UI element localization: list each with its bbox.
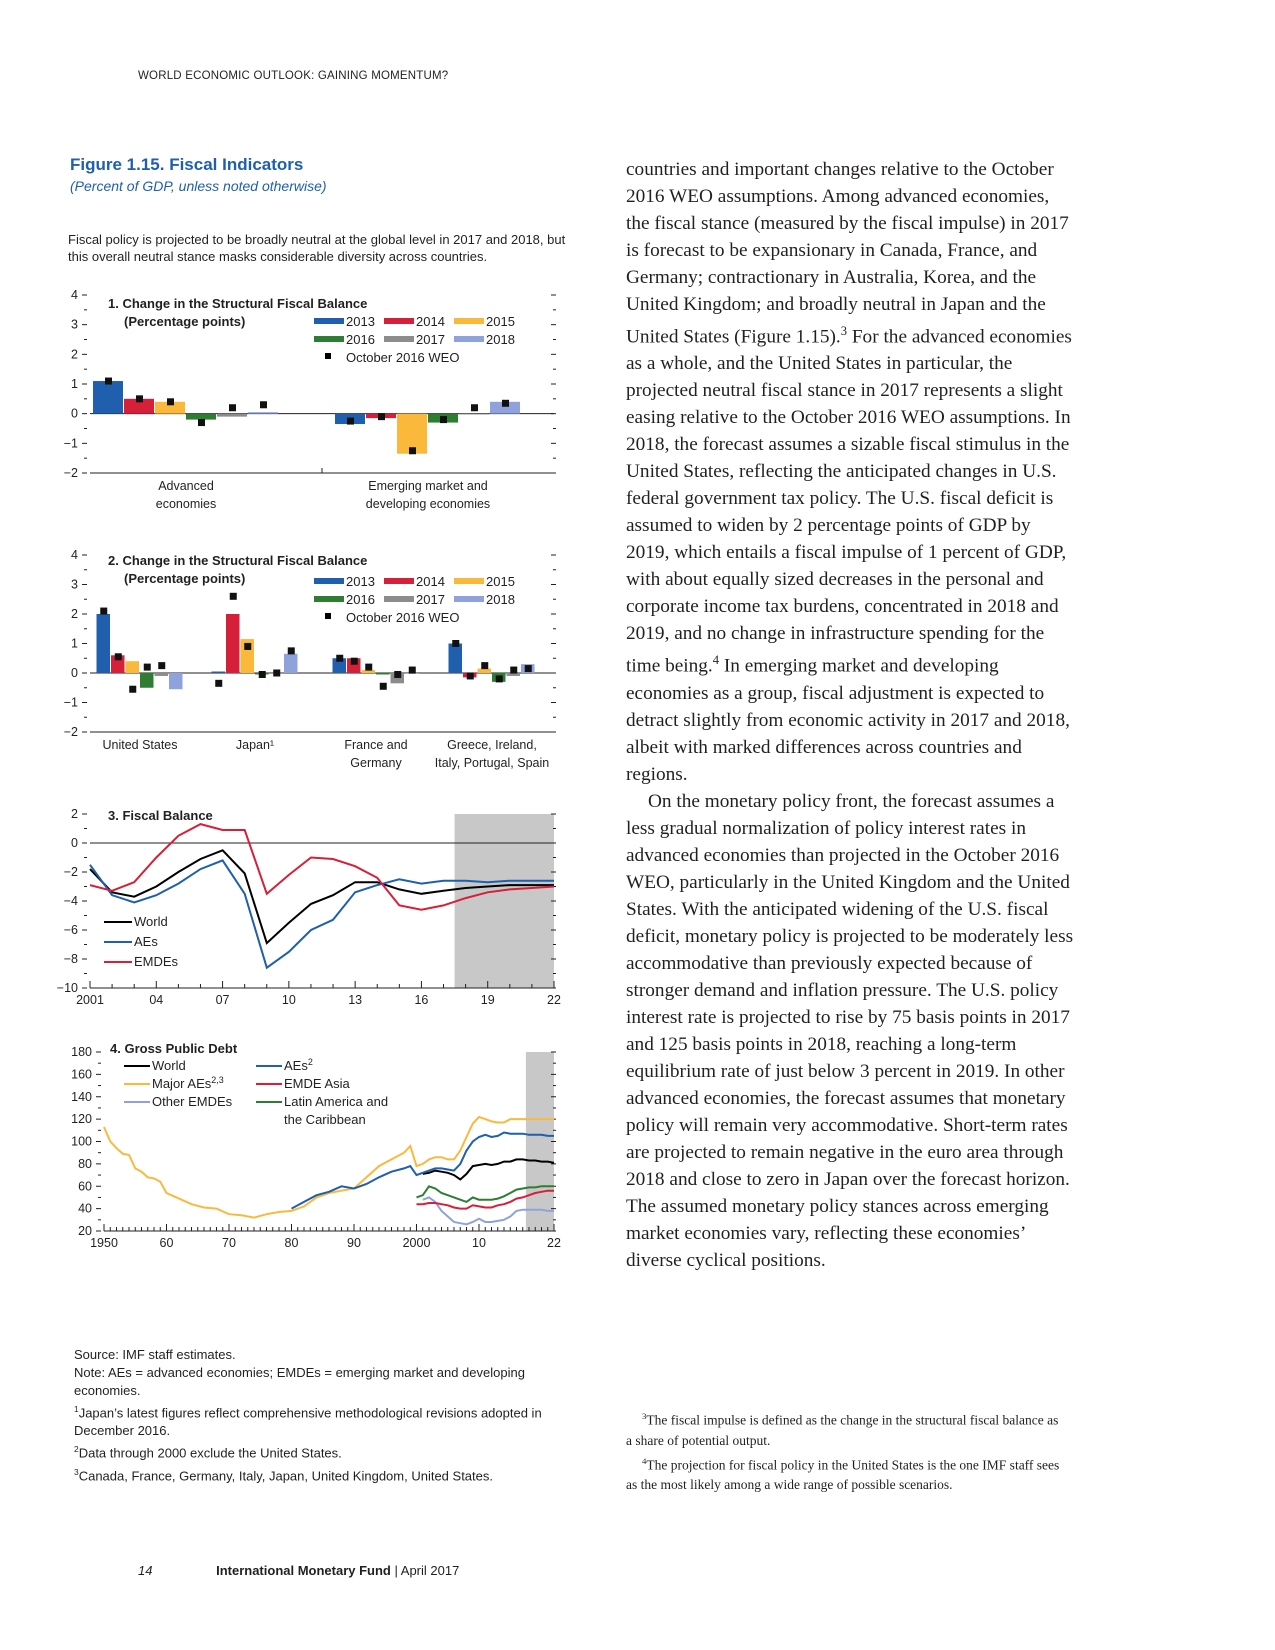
p1-category-label: Emerging market and (368, 479, 488, 493)
p2-legend-swatch-2017 (384, 596, 414, 602)
p1-category-label: economies (155, 497, 217, 511)
p4-xtick: 80 (284, 1236, 299, 1250)
panel-4-chart (60, 1040, 600, 1300)
p2-bar-2016 (140, 673, 154, 688)
p2-bar-2015 (126, 661, 140, 673)
source-note: Source: IMF staff estimates. (74, 1347, 236, 1362)
p2-bar-2015 (478, 669, 492, 673)
p1-legend-weo-marker (325, 353, 331, 359)
p1-legend-swatch-2017 (384, 336, 414, 342)
p1-legend-swatch-2013 (314, 318, 344, 324)
p1-ytick: 1 (71, 377, 78, 391)
p1-ytick: −2 (63, 466, 78, 480)
p2-ytick: 2 (71, 607, 78, 621)
p2-weo-marker (510, 667, 517, 674)
p2-legend-label-2015: 2015 (486, 574, 515, 589)
p4-xtick: 10 (472, 1236, 486, 1250)
body-text (626, 156, 1076, 1274)
p2-weo-marker (496, 675, 503, 682)
p2-weo-marker (144, 664, 151, 671)
p4-legend-label-cont: the Caribbean (284, 1112, 366, 1127)
p4-legend-label: Major AEs$^{2,3}$ (152, 1075, 224, 1091)
p2-weo-marker (273, 670, 280, 677)
p1-weo-marker (347, 418, 354, 425)
p4-ytick: 120 (71, 1112, 92, 1127)
p2-weo-marker (230, 593, 237, 600)
p2-weo-marker (394, 671, 401, 678)
publisher: International Monetary Fund (216, 1563, 391, 1578)
p2-weo-marker (158, 662, 165, 669)
p3-xtick: 07 (215, 993, 230, 1007)
p1-weo-marker (229, 404, 236, 411)
p2-weo-marker (452, 640, 459, 647)
p2-weo-marker (336, 655, 343, 662)
p3-xtick: 2001 (76, 993, 104, 1007)
p1-legend-swatch-2018 (454, 336, 484, 342)
p4-legend-label: AEs$^2$ (284, 1057, 313, 1073)
p3-ytick: −10 (56, 981, 78, 995)
p2-legend-weo-marker (325, 613, 331, 619)
p2-legend-label-2017: 2017 (416, 592, 445, 607)
p1-legend-swatch-2016 (314, 336, 344, 342)
p2-legend-label-2013: 2013 (346, 574, 375, 589)
p2-weo-marker (259, 671, 266, 678)
p2-ytick: −2 (63, 725, 78, 739)
p1-category-label: Advanced (158, 479, 214, 493)
p2-legend-weo-label: October 2016 WEO (346, 610, 460, 625)
p2-legend-label-2014: 2014 (416, 574, 445, 589)
p3-xtick: 22 (547, 993, 561, 1007)
p3-projection-shade (455, 814, 554, 988)
p4-ytick: 60 (78, 1179, 92, 1194)
p2-weo-marker (288, 647, 295, 654)
p2-bar-2018 (284, 654, 298, 673)
p2-legend-swatch-2015 (454, 578, 484, 584)
footnote-1: $^1$Japan’s latest figures reflect comprehensive methodological revisions adopted in December 2016. (74, 1404, 542, 1439)
p2-weo-marker (351, 658, 358, 665)
p2-category-label: Greece, Ireland, (447, 738, 537, 752)
p2-weo-marker (115, 653, 122, 660)
page-number: 14 (138, 1563, 153, 1578)
p1-legend-weo-label: October 2016 WEO (346, 350, 460, 365)
panel-2-chart (60, 545, 600, 785)
p4-ytick: 20 (78, 1224, 92, 1238)
p1-legend-label-2014: 2014 (416, 314, 445, 329)
p2-bar-2018 (169, 673, 183, 689)
page-footnote-3: $^3$The fiscal impulse is defined as the change in the structural fiscal balance as a share of potential output. (626, 1411, 1059, 1448)
p1-legend-label-2018: 2018 (486, 332, 515, 347)
p2-category-label: Germany (350, 756, 402, 770)
p1-legend-swatch-2015 (454, 318, 484, 324)
p2-ytick: −1 (63, 695, 78, 710)
p2-bar-2017 (155, 673, 169, 676)
p1-weo-marker (105, 378, 112, 385)
p4-legend-label: EMDE Asia (284, 1076, 350, 1091)
panel-2-title: 2. Change in the Structural Fiscal Balance (108, 553, 368, 568)
p3-ytick: −8 (63, 952, 78, 966)
p1-bar-2018 (248, 412, 278, 413)
p1-ytick: −1 (63, 436, 78, 451)
panel-2-legend (314, 574, 515, 625)
p2-bar-2013 (449, 644, 463, 674)
figure-intro: Fiscal policy is projected to be broadly neutral at the global level in 2017 and 2018, but this overall neutral stance masks considerable diversity across countries. (68, 232, 566, 264)
p2-weo-marker (467, 672, 474, 679)
p2-weo-marker (380, 683, 387, 690)
p4-legend-label: Latin America and (284, 1094, 389, 1109)
p3-xtick: 13 (348, 993, 363, 1007)
p1-category-label: developing economies (365, 497, 491, 511)
p1-legend-label-2015: 2015 (486, 314, 515, 329)
p3-ytick: 0 (71, 836, 78, 850)
panel-1-chart (60, 285, 600, 535)
p4-ytick: 140 (71, 1089, 92, 1104)
p4-ytick: 100 (71, 1134, 92, 1149)
p2-legend-swatch-2016 (314, 596, 344, 602)
panel-2-subtitle: (Percentage points) (124, 571, 246, 586)
figure-notes (74, 1346, 594, 1485)
p1-bar-2017 (217, 414, 247, 417)
p4-legend-label: World (152, 1058, 186, 1073)
p4-xtick: 60 (159, 1236, 174, 1250)
p4-xtick: 1950 (90, 1236, 118, 1250)
p2-ytick: 1 (71, 636, 78, 651)
panel-1-subtitle: (Percentage points) (124, 314, 246, 329)
p3-xtick: 16 (414, 993, 429, 1007)
paragraph-2: On the monetary policy front, the forecast assumes a less gradual normalization of policy interest rates in advanced economies than projected in the October 2016 WEO, particularly in the United Kingdom and the United States. With the anticipated widening of the U.S. fiscal deficit, monetary policy is projected to be moderately less accommodative than previously expected because of stronger demand and inflation pressure. The U.S. policy interest rate is projected to rise by 75 basis points in 2017 and 125 basis points in 2018, reaching a long-term equilibrium rate of just below 3 percent in 2019. In other advanced economies, the forecast assumes that monetary policy will remain very accommodative. Short-term rates are projected to remain negative in the euro area through 2018 and close to zero in Japan over the forecast horizon. The assumed monetary policy stances across emerging market economies vary, reflecting these economies’ diverse cyclical positions. (626, 790, 1074, 1271)
p2-category-label: Japan¹ (235, 738, 275, 752)
p3-legend-label-World: World (134, 914, 168, 929)
p2-weo-marker (409, 667, 416, 674)
p2-weo-marker (129, 686, 136, 693)
publication-date: April 2017 (400, 1563, 460, 1578)
p3-xtick: 10 (281, 993, 296, 1007)
page-footer: 14 International Monetary Fund | April 2017 (138, 1563, 460, 1578)
p2-legend-swatch-2018 (454, 596, 484, 602)
p2-weo-marker (481, 662, 488, 669)
p2-legend-label-2018: 2018 (486, 592, 515, 607)
p1-legend-label-2016: 2016 (346, 332, 375, 347)
p3-xtick: 19 (480, 993, 495, 1007)
p4-xtick: 2000 (402, 1236, 431, 1250)
p1-weo-marker (471, 404, 478, 411)
p4-xtick: 70 (222, 1236, 236, 1250)
page-footnote-4: $^4$The projection for fiscal policy in the United States is the one IMF staff sees as the most likely among a wide range of possible scenarios. (626, 1455, 1060, 1492)
p2-category-label: Italy, Portugal, Spain (434, 756, 550, 770)
p1-weo-marker (167, 398, 174, 405)
p1-bar-2017 (459, 414, 489, 415)
p2-weo-marker (100, 608, 107, 615)
footnote-2: $^2$Data through 2000 exclude the United States. (74, 1444, 342, 1461)
p2-legend-label-2016: 2016 (346, 592, 375, 607)
panel-1-legend (314, 314, 515, 365)
p3-legend-label-AEs: AEs (134, 934, 158, 949)
p4-ytick: 80 (78, 1156, 92, 1171)
p1-ytick: 0 (71, 406, 78, 421)
p4-ytick: 40 (78, 1201, 92, 1216)
p2-weo-marker (365, 664, 372, 671)
p1-bar-2016 (186, 414, 216, 420)
p2-legend-swatch-2014 (384, 578, 414, 584)
p2-category-label: United States (102, 738, 178, 752)
p2-bar-2014 (226, 614, 240, 673)
p2-ytick: 3 (71, 577, 78, 592)
p3-ytick: −2 (63, 865, 78, 879)
panel-3-chart (56, 800, 600, 1020)
p3-ytick: −4 (63, 894, 78, 908)
p1-weo-marker (260, 401, 267, 408)
p4-ytick: 180 (71, 1045, 92, 1059)
p2-bar-2013 (212, 672, 226, 673)
p3-ytick: −6 (63, 923, 78, 937)
p1-weo-marker (378, 413, 385, 420)
p4-ytick: 160 (71, 1067, 92, 1082)
p1-ytick: 4 (71, 288, 78, 302)
p2-ytick: 0 (71, 666, 78, 680)
p4-xtick: 22 (547, 1236, 561, 1250)
p2-weo-marker (244, 643, 251, 650)
p1-legend-label-2017: 2017 (416, 332, 445, 347)
p4-legend-label: Other EMDEs (152, 1094, 233, 1109)
p2-ytick: 4 (71, 548, 78, 562)
p1-legend-swatch-2014 (384, 318, 414, 324)
p1-ytick: 3 (71, 317, 78, 332)
p3-xtick: 04 (149, 993, 164, 1007)
panel-1-title: 1. Change in the Structural Fiscal Balance (108, 296, 368, 311)
p4-line-major-aes²ʳ (104, 1117, 554, 1218)
p1-weo-marker (198, 419, 205, 426)
figure-subtitle: (Percent of GDP, unless noted otherwise) (70, 178, 327, 194)
running-header: WORLD ECONOMIC OUTLOOK: GAINING MOMENTUM? (138, 70, 449, 82)
p1-weo-marker (502, 400, 509, 407)
p1-weo-marker (409, 447, 416, 454)
p2-category-label: France and (344, 738, 408, 752)
footnote-3: $^3$Canada, France, Germany, Italy, Japan, United Kingdom, United States. (74, 1466, 493, 1483)
p4-xtick: 90 (347, 1236, 361, 1250)
p1-weo-marker (136, 395, 143, 402)
p1-ytick: 2 (71, 347, 78, 362)
p2-bar-2013 (97, 614, 111, 673)
panel-4-title: 4. Gross Public Debt (110, 1041, 238, 1056)
page-footnotes (626, 1406, 1066, 1495)
p3-ytick: 2 (71, 807, 78, 821)
abbrev-note: Note: AEs = advanced economies; EMDEs = emerging market and developing economies. (74, 1365, 525, 1398)
p1-legend-label-2013: 2013 (346, 314, 375, 329)
p4-line-aes² (292, 1133, 555, 1209)
figure-title: Figure 1.15. Fiscal Indicators (70, 155, 304, 174)
p3-legend-label-EMDEs: EMDEs (134, 954, 179, 969)
p2-weo-marker (525, 665, 532, 672)
p1-bar-2013 (93, 381, 123, 414)
p4-projection-shade (526, 1052, 554, 1231)
p2-weo-marker (215, 680, 222, 687)
p1-weo-marker (440, 416, 447, 423)
p2-legend-swatch-2013 (314, 578, 344, 584)
p2-bar-2016 (376, 673, 390, 674)
paragraph-1: countries and important changes relative to the October 2016 WEO assumptions. Among advanced economies, the fiscal stance (measured by the fiscal impulse) in 2017 is forecast to be expansionary in Canada, France, and Germany; contractionary in Australia, Korea, and the United Kingdom; and broadly neutral in Japan and the United States (Figure 1.15).$^3$ For the advanced economies as a whole, and the United States in particular, the projected neutral fiscal stance in 2017 represents a slight easing relative to the October 2016 WEO assumptions. In 2018, the forecast assumes a sizable fiscal stimulus in the United States, reflecting the anticipated changes in U.S. federal government tax policy. The U.S. fiscal deficit is assumed to widen by 2 percentage points of GDP by 2019, which entails a fiscal impulse of 1 percent of GDP, with about equally sized decreases in the personal and corporate income tax burdens, concentrated in 2018 and 2019, and no change in infrastructure spending for the time being.$^4$ In emerging market and developing economies as a group, fiscal adjustment is expected to detract slightly from economic activity in 2017 and 2018, albeit with marked differences across countries and regions. (626, 159, 1072, 785)
panel-3-title: 3. Fiscal Balance (108, 808, 213, 823)
